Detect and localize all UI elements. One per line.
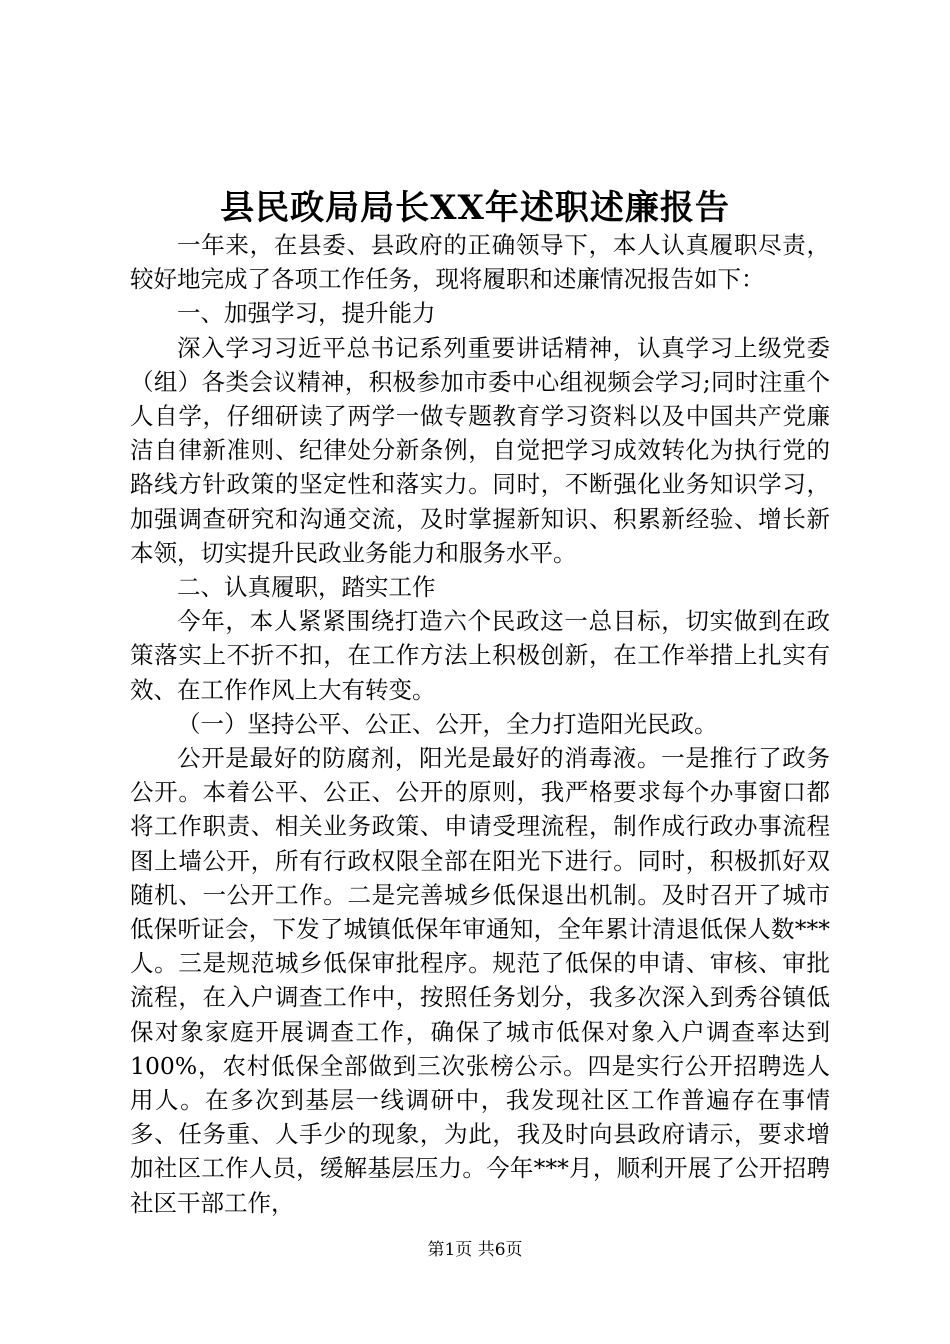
- page-number-footer: 第1页 共6页: [427, 1240, 523, 1260]
- section-heading-1: 一、加强学习，提升能力: [177, 299, 436, 328]
- document-title: 县民政局局长XX年述职述廉报告: [220, 188, 730, 228]
- paragraph-intro: 一年来，在县委、县政府的正确领导下，本人认真履职尽责，较好地完成了各项工作任务，现将履职和述廉情况报告如下：: [130, 231, 830, 294]
- document-body: [130, 228, 830, 1220]
- section-heading-2: 二、认真履职，踏实工作: [177, 573, 436, 602]
- subsection-heading-1: （一）坚持公平、公正、公开，全力打造阳光民政。: [177, 709, 718, 738]
- paragraph-openness: 公开是最好的防腐剂，阳光是最好的消毒液。一是推行了政务公开。本着公平、公正、公开的原则，我严格要求每个办事窗口都将工作职责、相关业务政策、申请受理流程，制作成行政办事流程图上墙公开，所有行政权限全部在阳光下进行。同时，积极抓好双随机、一公开工作。二是完善城乡低保退出机制。及时召开了城市低保听证会，下发了城镇低保年审通知，全年累计清退低保人数***人。三是规范城乡低保审批程序。规范了低保的申请、审核、审批流程，在入户调查工作中，按照任务划分，我多次深入到秀谷镇低保对象家庭开展调查工作，确保了城市低保对象入户调查率达到100%，农村低保全部做到三次张榜公示。四是实行公开招聘选人用人。在多次到基层一线调研中，我发现社区工作普遍存在事情多、任务重、人手少的现象，为此，我及时向县政府请示，要求增加社区工作人员，缓解基层压力。今年***月，顺利开展了公开招聘社区干部工作，: [130, 744, 830, 1217]
- paragraph-study: 深入学习习近平总书记系列重要讲话精神，认真学习上级党委（组）各类会议精神，积极参加市委中心组视频会学习;同时注重个人自学，仔细研读了两学一做专题教育学习资料以及中国共产党廉洁自律新准则、纪律处分新条例，自觉把学习成效转化为执行党的路线方针政策的坚定性和落实力。同时，不断强化业务知识学习，加强调查研究和沟通交流，及时掌握新知识、积累新经验、增长新本领，切实提升民政业务能力和服务水平。: [130, 333, 830, 567]
- paragraph-work: 今年，本人紧紧围绕打造六个民政这一总目标，切实做到在政策落实上不折不扣，在工作方法上积极创新，在工作举措上扎实有效、在工作作风上大有转变。: [130, 607, 830, 704]
